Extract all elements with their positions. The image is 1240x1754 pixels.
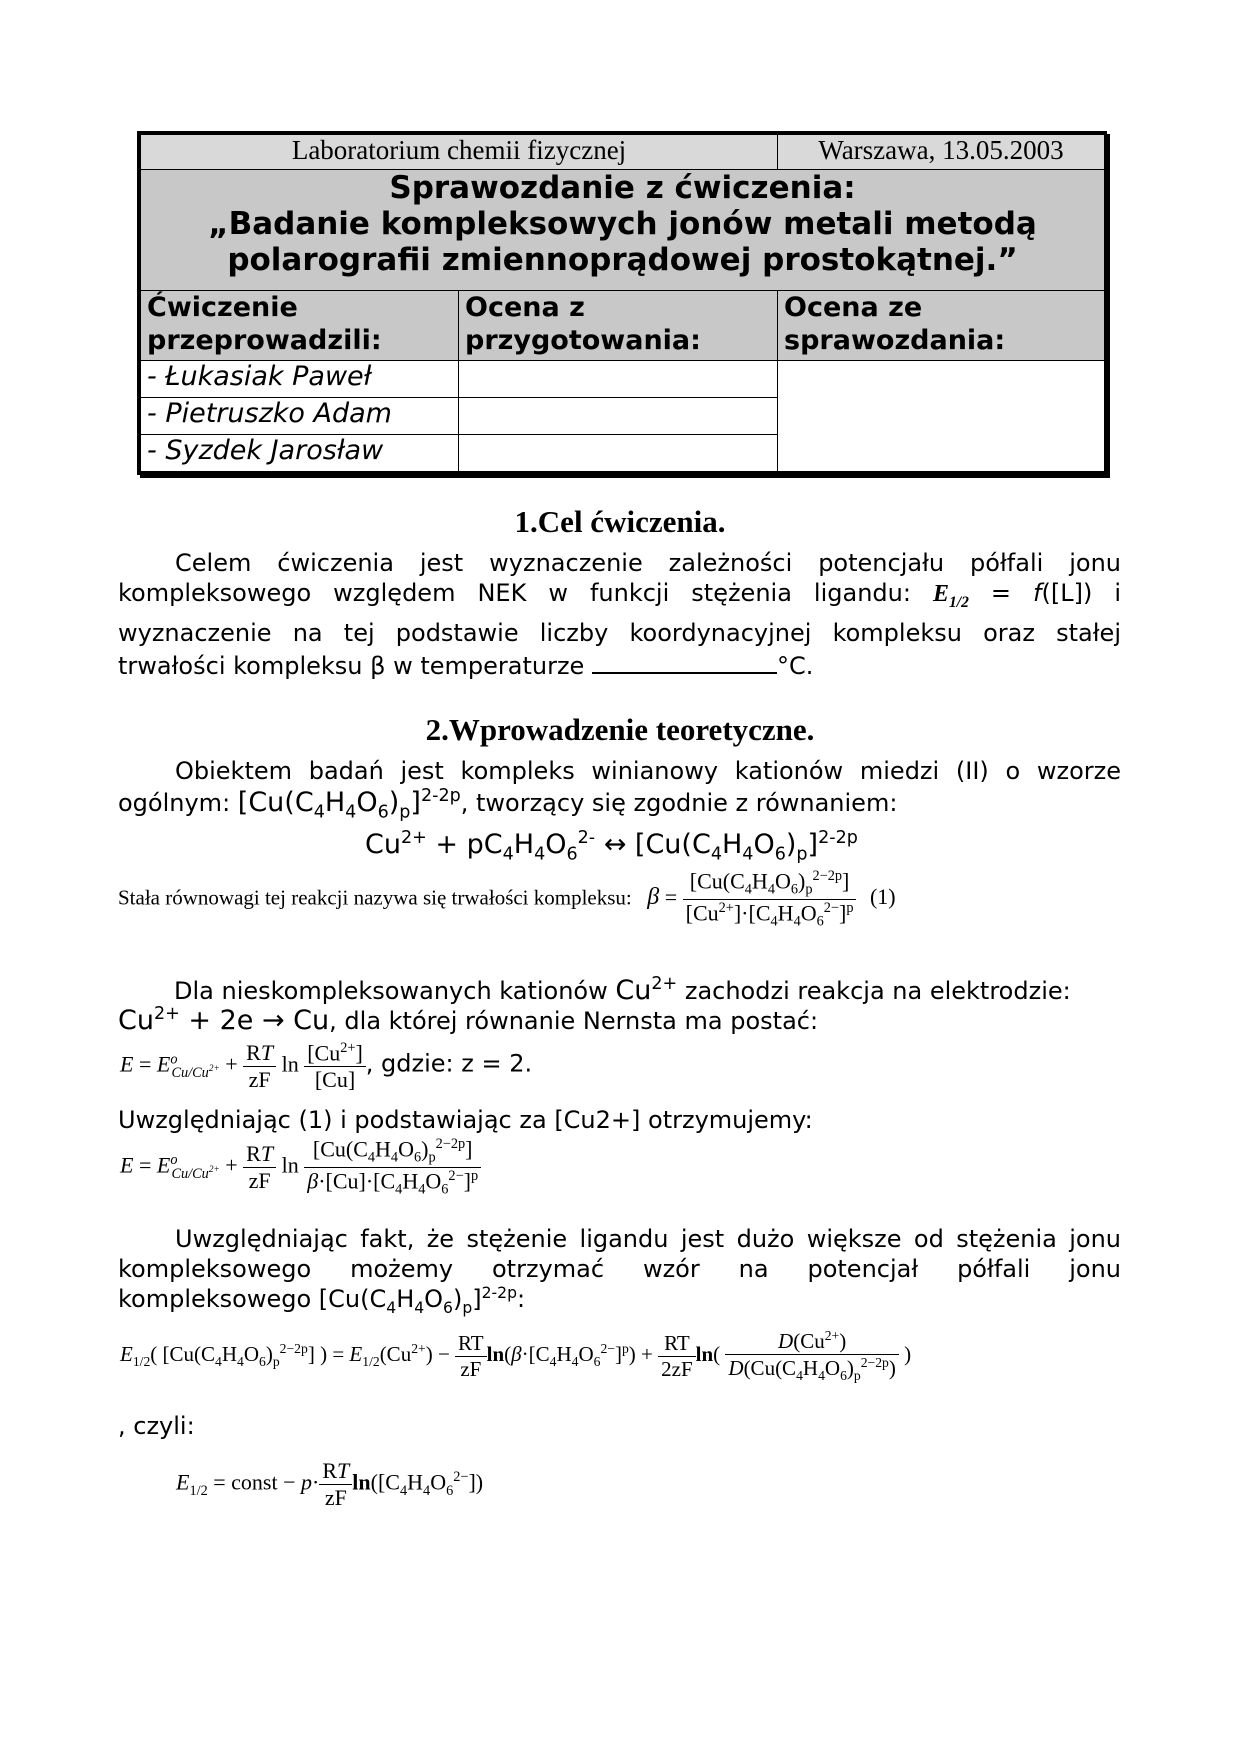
title-line-1: Sprawozdanie z ćwiczenia: (389, 170, 856, 207)
report-title (141, 170, 1105, 291)
section-1-paragraph: Celem ćwiczenia jest wyznaczenie zależności potencjału półfali jonu kompleksowego względem NEK w funkcji stężenia ligandu: $E_{1/2} = f([L])$ i wyznaczenie na tej podstawie liczby koordynacyjnej kompleksu oraz stałej (118, 549, 1122, 647)
col-performers: Ćwiczenie przeprowadzili: (141, 290, 459, 360)
temperature-unit: °C. (776, 652, 814, 680)
intro-line-1: Obiektem badań jest kompleks winianowy kationów miedzi (II) o wzorze (175, 757, 1121, 785)
intro-line-2 (118, 786, 897, 822)
stability-constant-equation: Stała równowagi tej reakcji nazywa się trwałości kompleksu: β = $\frac{[Cu(C_4H_4O_6)_p^{2-2p}]}{[Cu^{2+}]\cdot[C_4H_4O_6^{2-}]^p}$ (1) (118, 868, 896, 930)
lab-name: Laboratorium chemii fizycznej (141, 135, 778, 170)
final-equation: $E_{1/2}$ = const − p· $\frac{RT}{zF}$ $\ln([C_4H_4O_6^{2-}])$ (176, 1458, 484, 1510)
nernst-text: , dla której równanie Nernsta ma postać: (329, 1007, 819, 1035)
stability-fraction: $\frac{[Cu(C_4H_4O_6)_p^{2-2p}]}{[Cu^{2+}]\cdot[C_4H_4O_6^{2-}]^p}$ (683, 868, 857, 930)
fact-paragraph: Uwzględniając fakt, że stężenie ligandu jest dużo większe od stężenia jonu kompleksowego możemy otrzymać wzór na potencjał półfali jonu (118, 1225, 1121, 1283)
substituted-equation: $E = E^o_{Cu/Cu^{2+}}$ + $\frac{RT}{zF}$ ln $\frac{[Cu(C_4H_4O_6)_p^{2-2p}]}{\beta\cdot[Cu]\cdot[C_4H_4O_6^{2-}]^p}$ (120, 1136, 481, 1198)
gdzie-text: , gdzie: z = 2. (365, 1049, 533, 1078)
report-header-table (137, 131, 1107, 475)
title-line-2: „Badanie kompleksowych jonów metali metodą (208, 206, 1037, 243)
uncomplexed-end: zachodzi reakcja na elektrodzie: (684, 977, 1071, 1005)
czyli-text: , czyli: (118, 1412, 195, 1440)
performer-1: - Łukasiak Paweł (141, 360, 459, 397)
cu-ion: $Cu^{2+}$ (615, 974, 678, 1006)
stability-text: Stała równowagi tej reakcji nazywa się trwałości kompleksu: (118, 885, 632, 910)
substitute-line: Uwzględniając (1) i podstawiając za [Cu2+] otrzymujemy: (118, 1106, 813, 1134)
prep-grade-cell-1 (459, 360, 778, 397)
reaction-equation: $Cu^{2+} + pC_4H_4O_6^{2-}$ ↔ $[Cu(C_4H_4O_6)_p]^{2-2p}$ (365, 828, 858, 865)
title-line-3: polarografii zmiennoprądowej prostokątnej.” (227, 242, 1018, 279)
intro-line-2-end: , tworzący się zgodnie z równaniem: (460, 789, 898, 817)
fact-last-text: kompleksowego (118, 1285, 312, 1313)
section-1-heading: 1.Cel ćwiczenia. (514, 504, 726, 539)
place-date: Warszawa, 13.05.2003 (778, 135, 1105, 170)
electrode-reaction: $Cu^{2+} + 2e \to Cu$ (118, 1004, 330, 1036)
col-report-grade: Ocena ze sprawozdania: (778, 290, 1105, 360)
intro-line-2-start: ogólnym: (118, 789, 231, 817)
prep-grade-cell-2 (459, 397, 778, 434)
equation-1-number: (1) (869, 884, 896, 910)
uncomplexed-line (174, 974, 1071, 1006)
complex-formula: $[Cu(C_4H_4O_6)_p]^{2-2p}$ (237, 786, 461, 823)
temperature-line (118, 648, 813, 680)
uncomplexed-text: Dla nieskompleksowanych kationów (174, 977, 608, 1005)
performer-2: - Pietruszko Adam (141, 397, 459, 434)
electrode-reaction-line (118, 1004, 818, 1036)
report-grade-cell (778, 360, 1105, 471)
nernst-equation: $E = E^o_{Cu/Cu^{2+}}$ + $\frac{RT}{zF}$ ln $\frac{[Cu^{2+}]}{[Cu]}$ , gdzie: z = 2. (120, 1040, 533, 1093)
temperature-text: trwałości kompleksu β w temperaturze (118, 652, 585, 680)
const-word: const (231, 1469, 278, 1495)
section-2-heading: 2.Wprowadzenie teoretyczne. (425, 712, 815, 747)
half-wave-equation: $E_{1/2}$( $[Cu(C_4H_4O_6)_p^{2-2p}]$ ) = $E_{1/2}(Cu^{2+})$ − $\frac{RT}{zF}$ $\ln(\beta\cdot[C_4H_4O_6^{2-}]^p)$ + $\frac{RT}{2zF}$ ln( $\frac{D(Cu^{2+})}{D(Cu(C_4H_4O_6)_p^{2-2p})}$ ) (120, 1328, 912, 1384)
performer-3: - Syzdek Jarosław (141, 434, 459, 471)
fact-last-line: kompleksowego $[Cu(C_4H_4O_6)_p]^{2-2p}$: (118, 1284, 526, 1317)
col-prep-grade: Ocena z przygotowania: (459, 290, 778, 360)
prep-grade-cell-3 (459, 434, 778, 471)
temperature-blank (592, 648, 777, 674)
